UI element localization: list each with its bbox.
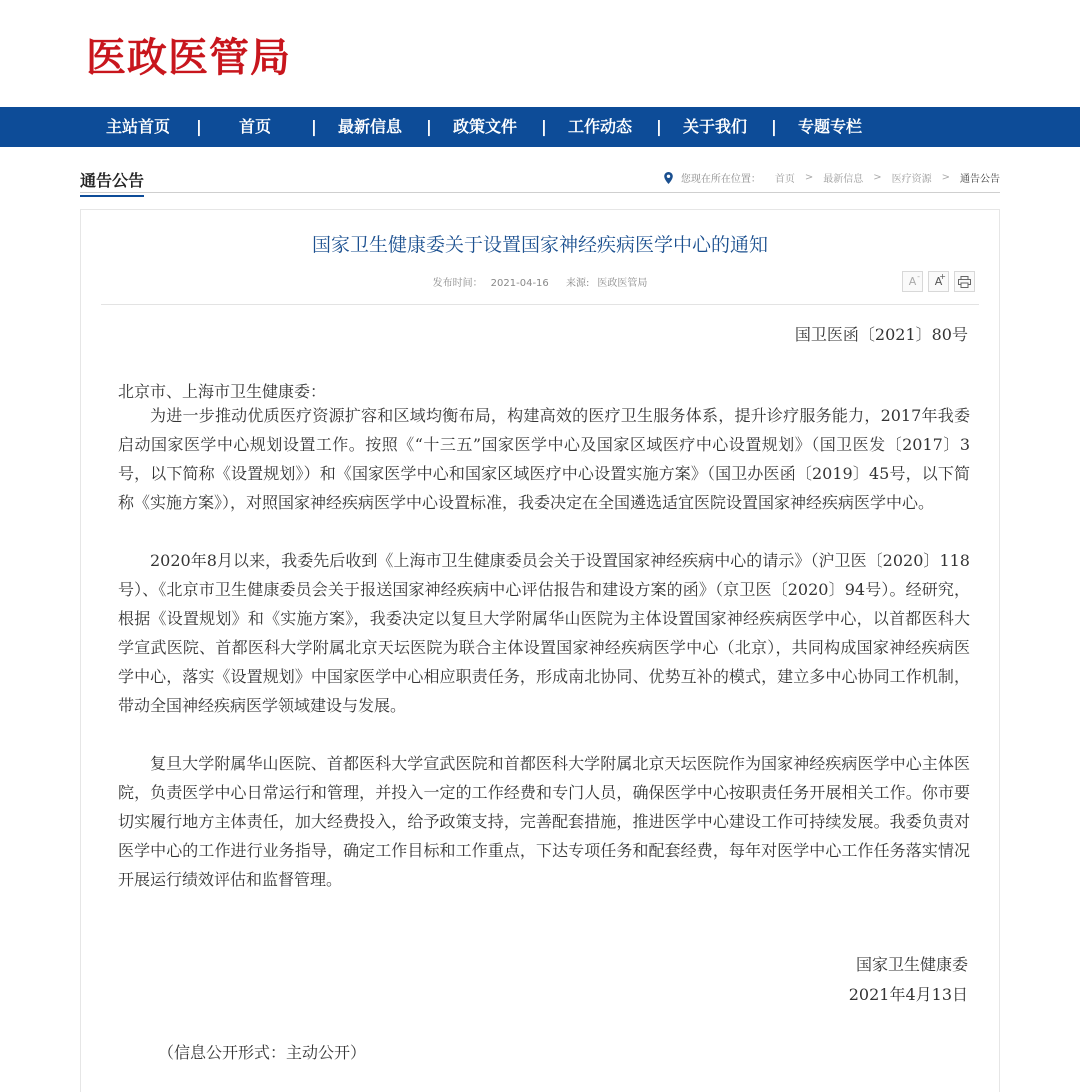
breadcrumb-item-latest[interactable]: 最新信息 bbox=[823, 174, 864, 185]
source-label: 来源: bbox=[565, 278, 590, 289]
breadcrumb-arrow: > bbox=[804, 172, 814, 183]
breadcrumb-item-resources[interactable]: 医疗资源 bbox=[891, 174, 932, 185]
article-meta bbox=[80, 274, 1000, 289]
nav-separator: | bbox=[196, 117, 202, 136]
breadcrumb bbox=[664, 170, 1000, 185]
nav-item-main-home[interactable]: 主站首页 bbox=[106, 117, 171, 136]
paragraph-1: 为进一步推动优质医疗资源扩容和区域均衡布局，构建高效的医疗卫生服务体系，提升诊疗服务能力，2017年我委启动国家医学中心规划设置工作。按照《“十三五”国家医学中心及国家区域医疗中心设置规划》（国卫医发〔2017〕3号，以下简称《设置规划》）和《国家医学中心和国家区域医疗中心设置实施方案》（国卫办医函〔2019〕45号，以下简称《实施方案》），对照国家神经疾病医学中心设置标准，我委决定在全国遴选适宜医院设置国家神经疾病医学中心。 bbox=[118, 406, 970, 512]
meta-divider bbox=[101, 304, 979, 305]
font-larger-label: A bbox=[934, 275, 943, 288]
nav-separator: | bbox=[771, 117, 777, 136]
publish-label: 发布时间： bbox=[432, 278, 483, 289]
nav-separator: | bbox=[656, 117, 662, 136]
breadcrumb-arrow: > bbox=[941, 172, 950, 183]
article-title: 国家卫生健康委关于设置国家神经疾病医学中心的通知 bbox=[311, 234, 768, 256]
nav-separator: | bbox=[541, 117, 547, 136]
nav-item-latest[interactable]: 最新信息 bbox=[338, 117, 403, 136]
nav-item-policy[interactable]: 政策文件 bbox=[453, 117, 518, 136]
nav-item-work-news[interactable]: 工作动态 bbox=[568, 117, 633, 136]
nav-item-home[interactable]: 首页 bbox=[239, 117, 272, 136]
site-logo[interactable]: 医政医管局 bbox=[86, 35, 291, 81]
breadcrumb-item-home[interactable]: 首页 bbox=[774, 174, 795, 185]
paragraph-3: 复旦大学附属华山医院、首都医科大学宣武医院和首都医科大学附属北京天坛医院作为国家神经疾病医学中心主体医院，负责医学中心日常运行和管理，并投入一定的工作经费和专门人员，确保医学中心按职责任务开展相关工作。你市要切实履行地方主体责任，加大经费投入，给予政策支持，完善配套措施，推进医学中心建设工作可持续发展。我委负责对医学中心的工作进行业务指导，确定工作目标和工作重点，下达专项任务和配套经费，每年对医学中心工作任务落实情况开展运行绩效评估和监督管理。 bbox=[118, 754, 970, 889]
article-tools bbox=[902, 271, 975, 292]
source-value: 医政医管局 bbox=[597, 278, 648, 289]
nav-item-special[interactable]: 专题专栏 bbox=[798, 117, 863, 136]
publish-date: 2021-04-16 bbox=[490, 278, 549, 289]
location-pin-icon bbox=[664, 172, 673, 184]
print-icon bbox=[958, 276, 971, 288]
sign-date: 2021年4月13日 bbox=[848, 985, 968, 1004]
document-number: 国卫医函〔2021〕80号 bbox=[794, 325, 968, 344]
breadcrumb-arrow: > bbox=[873, 172, 882, 183]
plus-sign: + bbox=[939, 272, 946, 281]
nav-separator: | bbox=[426, 117, 432, 136]
breadcrumb-prefix: 您现在所在位置： bbox=[680, 174, 761, 185]
nav-item-about[interactable]: 关于我们 bbox=[683, 117, 748, 136]
recipient: 北京市、上海市卫生健康委： bbox=[118, 382, 327, 401]
signature: 国家卫生健康委 bbox=[855, 955, 968, 974]
main-nav bbox=[0, 107, 1080, 147]
minus-sign: - bbox=[917, 272, 920, 281]
section-divider bbox=[80, 192, 1000, 193]
section-title: 通告公告 bbox=[80, 168, 144, 197]
font-smaller-label: A bbox=[908, 275, 917, 288]
font-larger-button[interactable] bbox=[928, 271, 949, 292]
disclosure-note: （信息公开形式：主动公开） bbox=[158, 1043, 367, 1062]
font-smaller-button[interactable] bbox=[902, 271, 923, 292]
paragraph-2: 2020年8月以来，我委先后收到《上海市卫生健康委员会关于设置国家神经疾病中心的请示》（沪卫医〔2020〕118号）、《北京市卫生健康委员会关于报送国家神经疾病中心评估报告和建设方案的函》（京卫医〔2020〕94号）。经研究，根据《设置规划》和《实施方案》，我委决定以复旦大学附属华山医院为主体设置国家神经疾病医学中心，以首都医科大学宣武医院、首都医科大学附属北京天坛医院为联合主体设置国家神经疾病医学中心（北京），共同构成国家神经疾病医学中心，落实《设置规划》中国家医学中心相应职责任务，形成南北协同、优势互补的模式，建立多中心协同工作机制，带动全国神经疾病医学领域建设与发展。 bbox=[118, 551, 970, 715]
breadcrumb-item-current[interactable]: 通告公告 bbox=[960, 174, 1000, 185]
nav-separator: | bbox=[311, 117, 317, 136]
print-button[interactable] bbox=[954, 271, 975, 292]
